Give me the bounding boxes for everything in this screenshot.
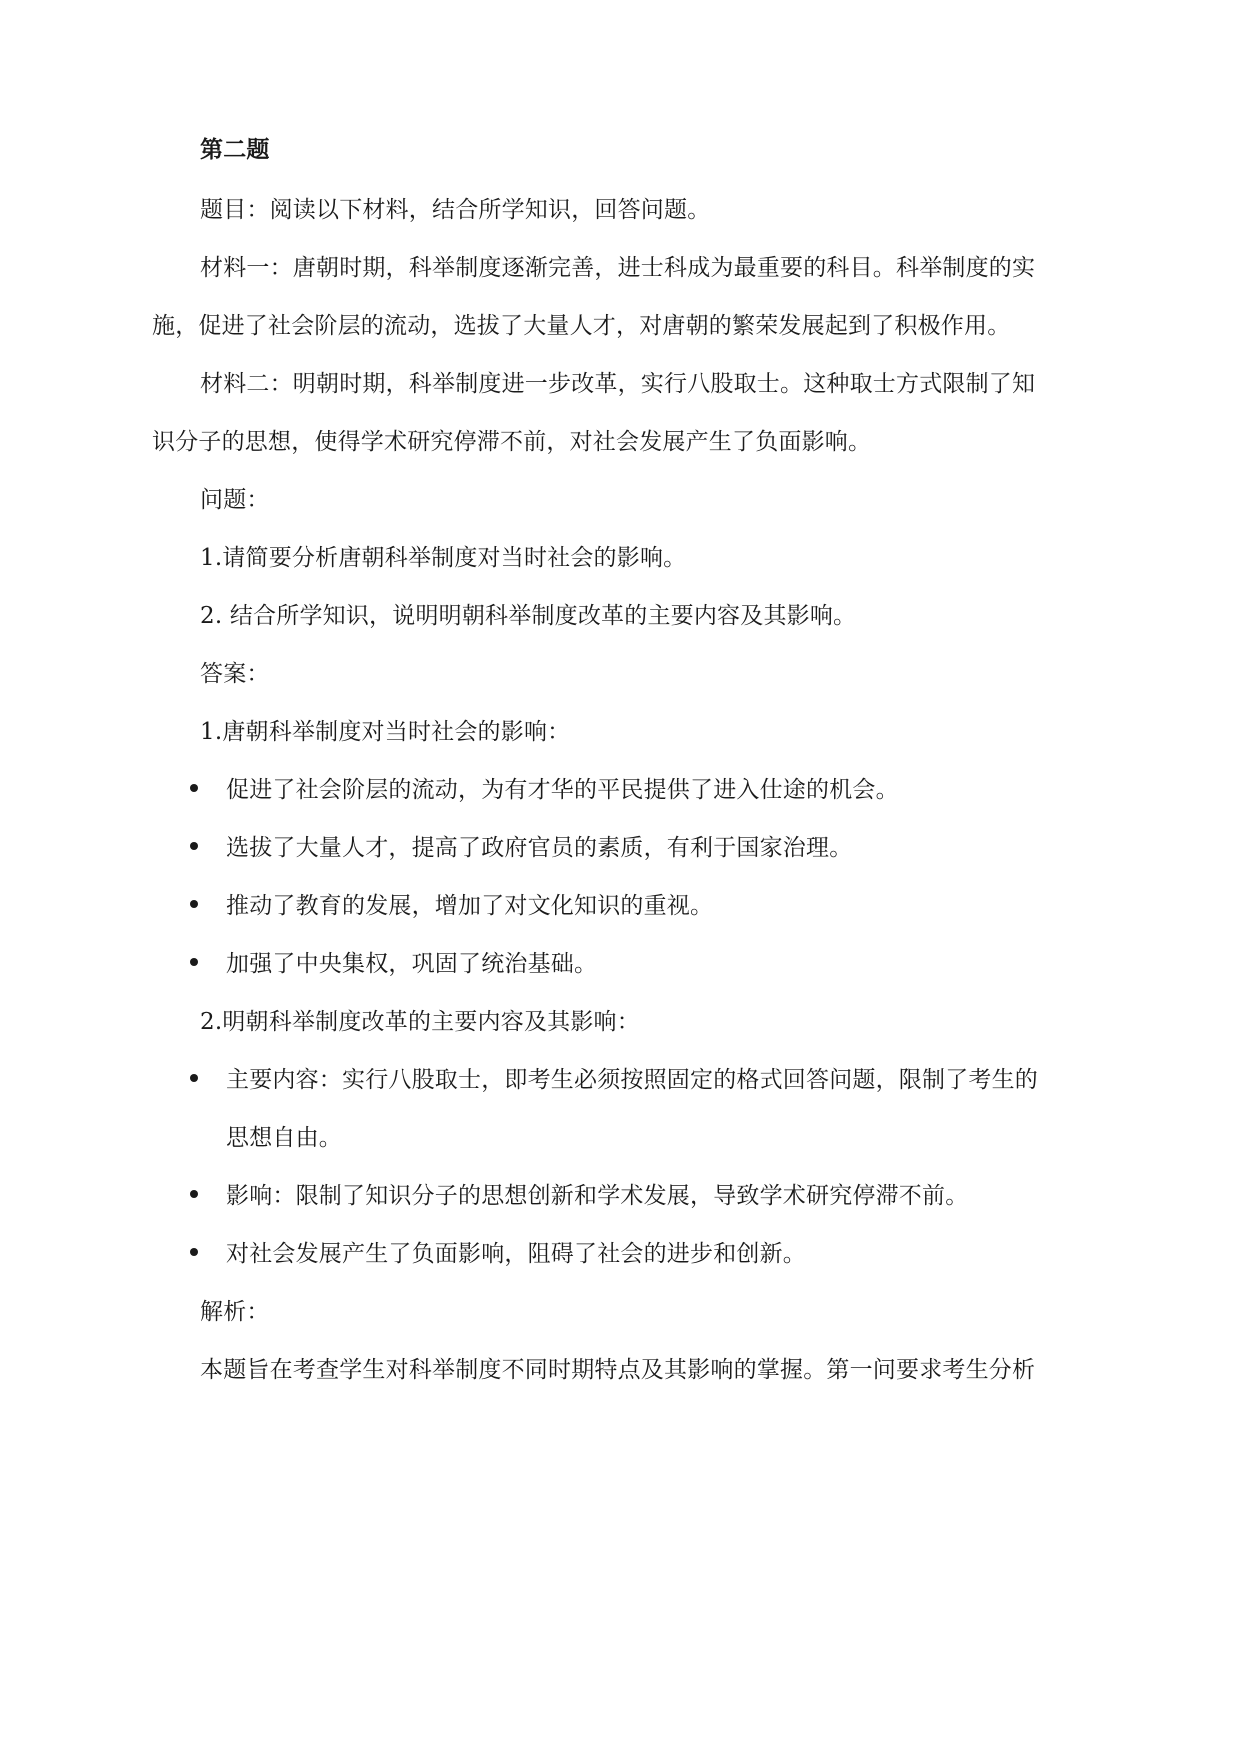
answer-one-bullet-4: 加强了中央集权，巩固了统治基础。	[226, 951, 598, 977]
bullet-icon	[190, 1190, 198, 1198]
material-one-line-1: 材料一：唐朝时期，科举制度逐渐完善，进士科成为最重要的科目。科举制度的实	[200, 255, 1036, 281]
answer-two-bullet-2: 影响：限制了知识分子的思想创新和学术发展，导致学术研究停滞不前。	[226, 1183, 969, 1209]
questions-label: 问题：	[200, 487, 270, 513]
material-one-line-2: 施，促进了社会阶层的流动，选拔了大量人才，对唐朝的繁荣发展起到了积极作用。	[152, 313, 1011, 339]
analysis-label: 解析：	[200, 1299, 270, 1325]
analysis-line-1: 本题旨在考查学生对科举制度不同时期特点及其影响的掌握。第一问要求考生分析	[200, 1357, 1036, 1383]
bullet-icon	[190, 958, 198, 966]
answer-one-bullet-2: 选拔了大量人才，提高了政府官员的素质，有利于国家治理。	[226, 835, 853, 861]
question-prompt: 题目：阅读以下材料，结合所学知识，回答问题。	[200, 197, 711, 223]
answer-two-bullet-3: 对社会发展产生了负面影响，阻碍了社会的进步和创新。	[226, 1241, 806, 1267]
answer-one-title: 1.唐朝科举制度对当时社会的影响：	[200, 719, 571, 745]
bullet-icon	[190, 900, 198, 908]
material-two-line-1: 材料二：明朝时期，科举制度进一步改革，实行八股取士。这种取士方式限制了知	[200, 371, 1036, 397]
bullet-icon	[190, 1074, 198, 1082]
answer-one-bullet-1: 促进了社会阶层的流动，为有才华的平民提供了进入仕途的机会。	[226, 777, 899, 803]
material-two-line-2: 识分子的思想，使得学术研究停滞不前，对社会发展产生了负面影响。	[152, 429, 872, 455]
answer-label: 答案：	[200, 661, 270, 687]
question-one: 1.请简要分析唐朝科举制度对当时社会的影响。	[200, 545, 687, 571]
bullet-icon	[190, 842, 198, 850]
question-two: 2. 结合所学知识，说明明朝科举制度改革的主要内容及其影响。	[200, 603, 857, 629]
answer-two-bullet-1-line-1: 主要内容：实行八股取士，即考生必须按照固定的格式回答问题，限制了考生的	[226, 1067, 1038, 1093]
question-heading: 第二题	[200, 137, 270, 163]
answer-one-bullet-3: 推动了教育的发展，增加了对文化知识的重视。	[226, 893, 714, 919]
answer-two-bullet-1-line-2: 思想自由。	[226, 1125, 342, 1151]
answer-two-title: 2.明朝科举制度改革的主要内容及其影响：	[200, 1009, 640, 1035]
bullet-icon	[190, 784, 198, 792]
bullet-icon	[190, 1248, 198, 1256]
